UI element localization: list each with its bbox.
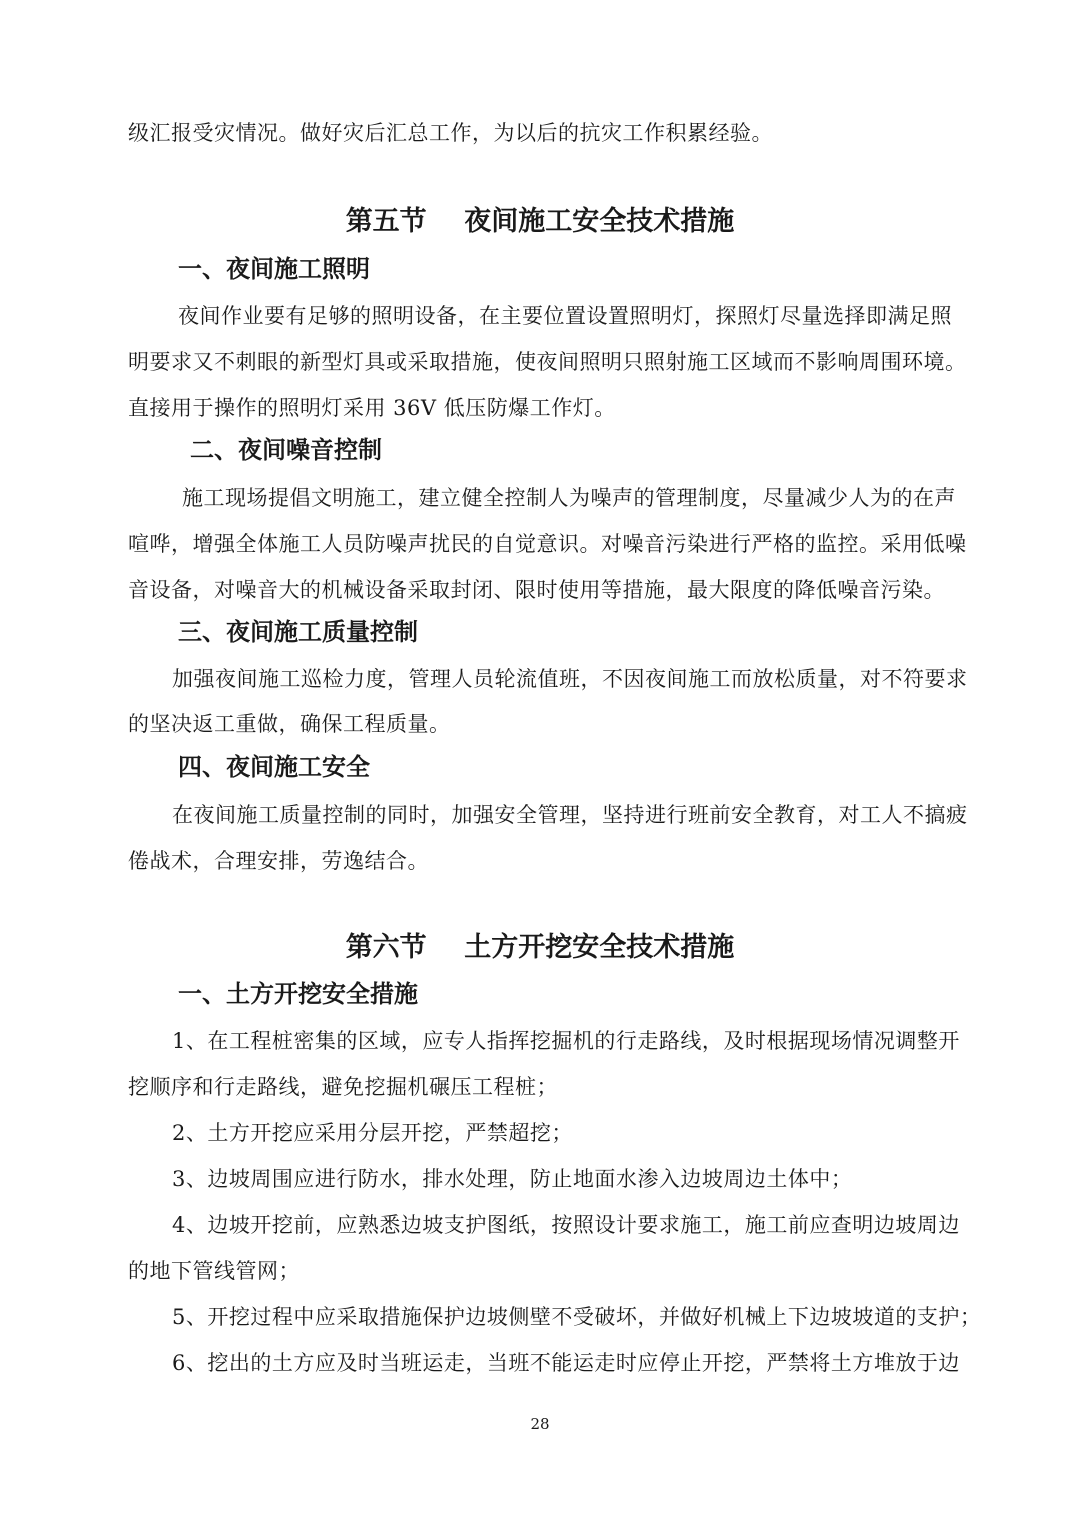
list-item: 6、挖出的土方应及时当班运走，当班不能运走时应停止开挖，严禁将土方堆放于边 xyxy=(172,1351,960,1375)
list-item: 3、边坡周围应进行防水，排水处理，防止地面水渗入边坡周边土体中； xyxy=(172,1167,853,1191)
paragraph-line: 直接用于操作的照明灯采用 36V 低压防爆工作灯。 xyxy=(128,396,616,420)
sub-heading-noise: 二、夜间噪音控制 xyxy=(190,436,382,464)
sub-heading-safety: 四、夜间施工安全 xyxy=(178,753,370,781)
sub-heading-lighting: 一、夜间施工照明 xyxy=(178,255,370,283)
paragraph-line: 的坚决返工重做，确保工程质量。 xyxy=(128,712,451,736)
intro-line: 级汇报受灾情况。做好灾后汇总工作，为以后的抗灾工作积累经验。 xyxy=(128,121,773,145)
list-item: 1、在工程桩密集的区域，应专人指挥挖掘机的行走路线，及时根据现场情况调整开 xyxy=(172,1029,960,1053)
paragraph-line: 倦战术，合理安排，劳逸结合。 xyxy=(128,849,429,873)
paragraph-line: 施工现场提倡文明施工，建立健全控制人为噪声的管理制度，尽量减少人为的在声 xyxy=(182,486,956,510)
paragraph-line: 加强夜间施工巡检力度，管理人员轮流值班，不因夜间施工而放松质量，对不符要求 xyxy=(172,667,968,691)
paragraph-line: 夜间作业要有足够的照明设备，在主要位置设置照明灯，探照灯尽量选择即满足照 xyxy=(178,304,952,328)
sub-heading-excavation: 一、土方开挖安全措施 xyxy=(178,980,418,1008)
list-item: 的地下管线管网； xyxy=(128,1259,300,1283)
section-title-6: 第六节 土方开挖安全技术措施 xyxy=(345,932,735,963)
paragraph-line: 喧哗，增强全体施工人员防噪声扰民的自觉意识。对噪音污染进行严格的监控。采用低噪 xyxy=(128,532,967,556)
paragraph-line: 音设备，对噪音大的机械设备采取封闭、限时使用等措施，最大限度的降低噪音污染。 xyxy=(128,578,945,602)
paragraph-line: 明要求又不刺眼的新型灯具或采取措施，使夜间照明只照射施工区域而不影响周围环境。 xyxy=(128,350,967,374)
section-title-5: 第五节 夜间施工安全技术措施 xyxy=(345,206,735,237)
paragraph-line: 在夜间施工质量控制的同时，加强安全管理，坚持进行班前安全教育，对工人不搞疲 xyxy=(172,803,968,827)
list-item: 5、开挖过程中应采取措施保护边坡侧壁不受破坏，并做好机械上下边坡坡道的支护； xyxy=(172,1305,982,1329)
list-item: 4、边坡开挖前，应熟悉边坡支护图纸，按照设计要求施工，施工前应查明边坡周边 xyxy=(172,1213,960,1237)
list-item: 2、土方开挖应采用分层开挖，严禁超挖； xyxy=(172,1121,573,1145)
sub-heading-quality: 三、夜间施工质量控制 xyxy=(178,618,418,646)
page-number: 28 xyxy=(530,1415,550,1433)
list-item: 挖顺序和行走路线，避免挖掘机碾压工程桩； xyxy=(128,1075,558,1099)
